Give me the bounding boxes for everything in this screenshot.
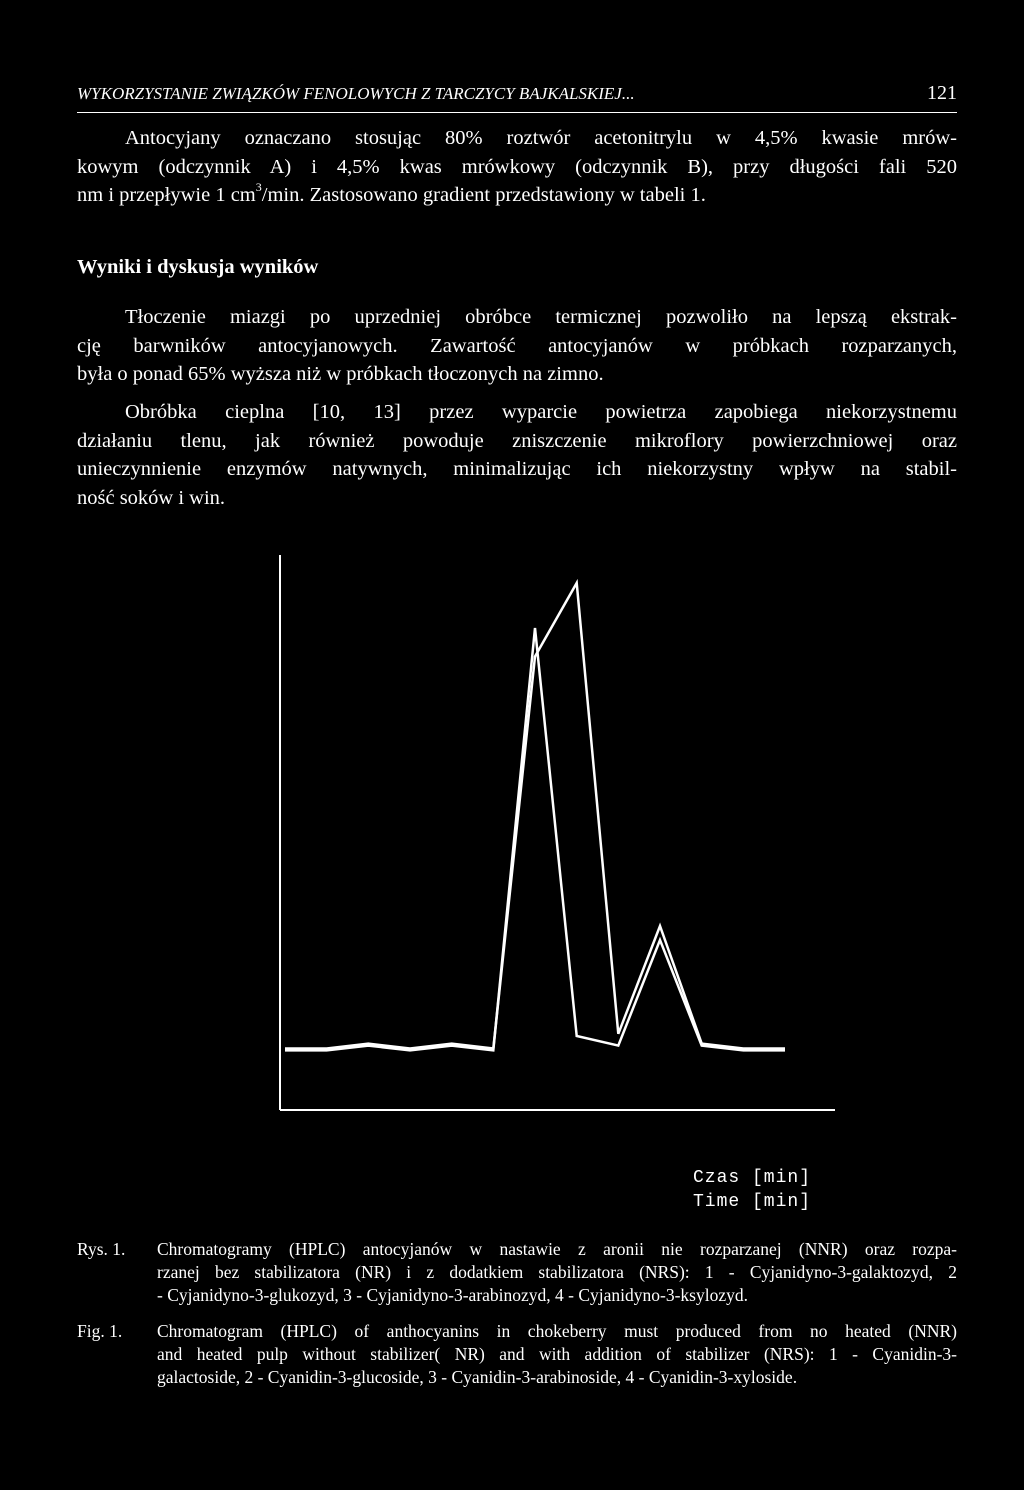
text-line: ność soków i win. bbox=[77, 486, 226, 509]
x-axis-label-en: Time [min] bbox=[693, 1192, 812, 1212]
caption-label: Fig. 1. bbox=[77, 1321, 123, 1341]
caption-line: and heated pulp without stabilizer( NR) and with addition of stabilizer (NRS): 1 - Cyanidin-3- bbox=[157, 1344, 957, 1364]
chromatogram-traces bbox=[285, 583, 785, 1050]
text-line: unieczynnienie enzymów natywnych, minimalizując ich niekorzystny wpływ na stabil- bbox=[77, 458, 957, 480]
caption-line: - Cyjanidyno-3-glukozyd, 3 - Cyjanidyno-3-arabinozyd, 4 - Cyjanidyno-3-ksylozyd. bbox=[157, 1285, 749, 1305]
text-fragment: nm i przepływie 1 cm bbox=[77, 184, 256, 206]
caption-line: rzanej bez stabilizatora (NR) i z dodatkiem stabilizatora (NRS): 1 - Cyjanidyno-3-galaktozyd, 2 bbox=[157, 1262, 957, 1282]
x-axis-label-pl: Czas [min] bbox=[693, 1168, 812, 1188]
caption-label: Rys. 1. bbox=[77, 1239, 126, 1259]
caption-line: Chromatogramy (HPLC) antocyjanów w nastawie z aronii nie rozparzanej (NNR) oraz rozpa- bbox=[157, 1239, 957, 1259]
text-line: kowym (odczynnik A) i 4,5% kwas mrówkowy (odczynnik B), przy długości fali 520 bbox=[77, 155, 957, 178]
text-line: była o ponad 65% wyższa niż w próbkach tłoczonych na zimno. bbox=[77, 363, 604, 385]
text-fragment: /min. Zastosowano gradient przedstawiony w tabeli 1. bbox=[261, 184, 706, 206]
running-title: WYKORZYSTANIE ZWIĄZKÓW FENOLOWYCH Z TARCZYCY BAJKALSKIEJ... bbox=[77, 84, 635, 103]
chromatogram-chart bbox=[270, 555, 840, 1135]
intro-paragraph bbox=[77, 124, 957, 210]
running-header bbox=[77, 82, 957, 113]
text-line: Antocyjany oznaczano stosując 80% roztwór acetonitrylu w 4,5% kwasie mrów- bbox=[125, 127, 957, 149]
text-line: Tłoczenie miazgi po uprzedniej obróbce termicznej pozwoliło na lepszą ekstrak- bbox=[125, 306, 957, 328]
chromatogram-trace bbox=[285, 628, 785, 1050]
text-line bbox=[77, 181, 957, 210]
section-heading: Wyniki i dyskusja wyników bbox=[77, 256, 319, 278]
page-number: 121 bbox=[927, 82, 957, 104]
results-paragraph-2 bbox=[77, 398, 957, 512]
chromatogram-trace bbox=[285, 583, 785, 1049]
caption-line: galactoside, 2 - Cyanidin-3-glucoside, 3 - Cyanidin-3-arabinoside, 4 - Cyanidin-3-xyloside. bbox=[157, 1367, 798, 1387]
text-line: cję barwników antocyjanowych. Zawartość antocyjanów w próbkach rozparzanych, bbox=[77, 334, 957, 357]
text-line: działaniu tlenu, jak również powoduje zniszczenie mikroflory powierzchniowej oraz bbox=[77, 429, 957, 452]
caption-line: Chromatogram (HPLC) of anthocyanins in chokeberry must produced from no heated (NNR) bbox=[157, 1321, 957, 1341]
superscript: 3 bbox=[255, 180, 262, 194]
text-line: Obróbka cieplna [10, 13] przez wyparcie powietrza zapobiega niekorzystnemu bbox=[125, 401, 957, 423]
results-paragraph-1 bbox=[77, 303, 957, 389]
